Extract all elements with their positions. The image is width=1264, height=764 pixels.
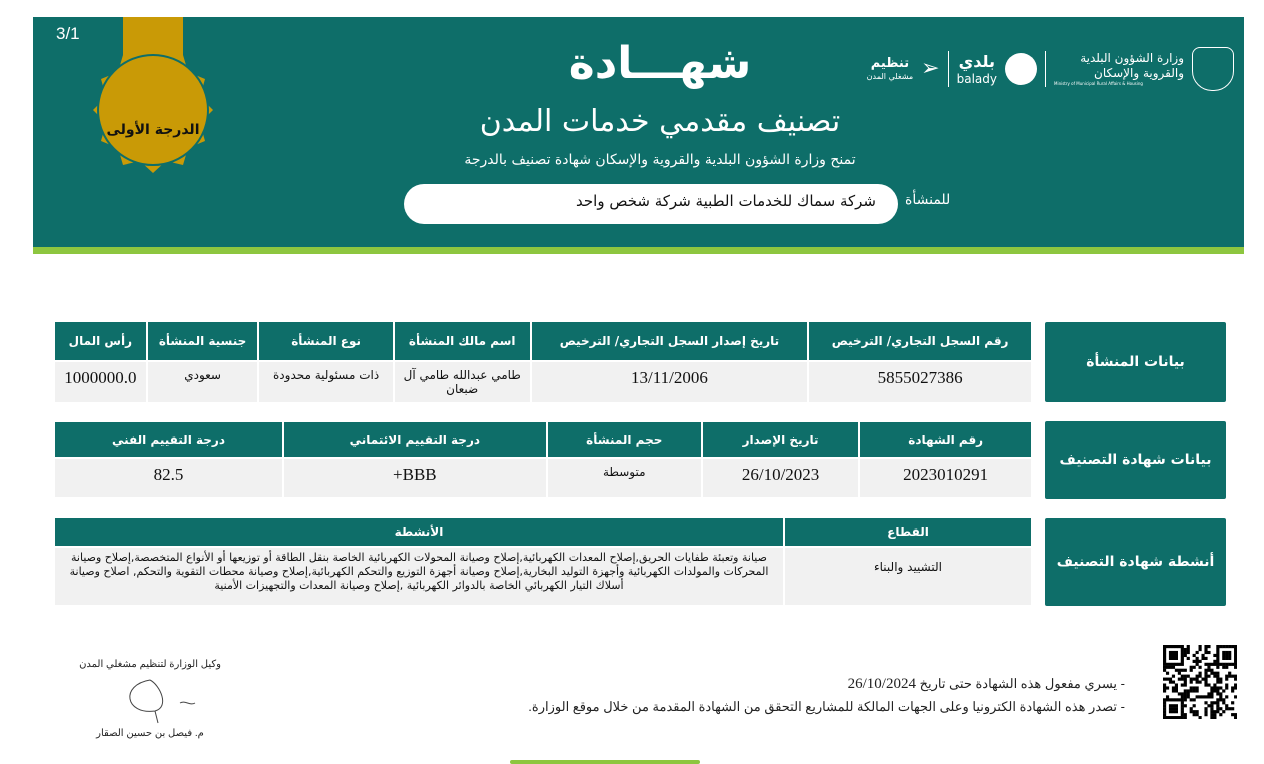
- ministry-logo-text: وزارة الشؤون البلدية والقروية والإسكان: [1080, 51, 1184, 80]
- palm-logo-icon: [1005, 53, 1037, 85]
- establishment-type: ذات مسئولية محدودة: [259, 362, 392, 402]
- signer-title: وكيل الوزارة لتنظيم مشغلي المدن: [79, 659, 221, 670]
- activities-list: صيانة وتعبئة طفايات الحريق,إصلاح المعدات الكهربائية,إصلاح وصيانة المحولات الكهربائية الخاصة بنقل الطاقة أو توزيعها أو الأنواع المتخصصة,إصلاح وصيانة المحركات والمولدات الكهربائية وأجهزة التوليد البخارية,إصلاح وصيانة أجهزة التوزيع والتحكم الكهربائية,إصلاح وصيانة محطات التقوية والتحكم, اصلاح وصيانة أسلاك التيار الكهربائي الخاصة بالدوائر الكهربائية ,إصلاح وصيانة المعدات والتجهيزات الأمنية: [55, 548, 783, 605]
- page-number: 3/1: [56, 24, 80, 43]
- col-credit-rating: درجة التقييم الائتماني: [284, 422, 546, 457]
- col-technical-rating: درجة التقييم الفني: [55, 422, 282, 457]
- saudi-emblem-icon: [1192, 47, 1234, 91]
- activities-section-label: أنشطة شهادة التصنيف: [1045, 518, 1226, 606]
- tanzeem-logo: تنظيم: [870, 56, 910, 71]
- signature: [110, 675, 220, 725]
- col-capital: رأس المال: [55, 322, 146, 360]
- signer-name: م. فيصل بن حسين الصقار: [96, 728, 204, 739]
- notice-text: - تصدر هذه الشهادة الكترونيا وعلى الجهات المالكة للمشاريع التحقق من الشهادة المقدمة من خلال موقع الوزارة.: [528, 699, 1125, 714]
- issue-date: 26/10/2023: [703, 459, 859, 497]
- validity-date: 26/10/2024: [847, 676, 916, 692]
- establishment-name: شركة سماك للخدمات الطبية شركة شخص واحد: [404, 184, 898, 224]
- balady-logo-en: balady: [956, 72, 997, 86]
- establishment-size: متوسطة: [548, 459, 701, 497]
- col-cr-number: رقم السجل التجاري/ الترخيص: [809, 322, 1031, 360]
- header-logos: [867, 44, 1234, 94]
- cr-date: 13/11/2006: [532, 362, 807, 402]
- grant-text: تمنح وزارة الشؤون البلدية والقروية والإسكان شهادة تصنيف بالدرجة: [464, 152, 856, 168]
- cert-number: 2023010291: [860, 459, 1031, 497]
- validity-label: - يسري مفعول هذه الشهادة حتى تاريخ: [919, 676, 1125, 691]
- bottom-accent: [510, 760, 700, 764]
- grade-label: الدرجة الأولى: [106, 122, 200, 138]
- cr-number: 5855027386: [809, 362, 1031, 402]
- activities-table: [53, 516, 1033, 607]
- logo-divider: [1045, 51, 1046, 87]
- capital: 1000000.0: [55, 362, 146, 402]
- establishment-table: [53, 320, 1033, 404]
- balady-logo-ar: بلدي: [958, 52, 996, 71]
- validity-text: [848, 676, 1125, 693]
- qr-code: [1163, 645, 1237, 719]
- grade-medal: [88, 17, 218, 217]
- technical-rating: 82.5: [55, 459, 282, 497]
- col-cr-date: تاريخ إصدار السجل التجاري/ الترخيص: [532, 322, 807, 360]
- certificate-table: [53, 420, 1033, 499]
- sector: التشييد والبناء: [785, 548, 1031, 605]
- tanzeem-logo-sub: مشغلي المدن: [866, 72, 914, 81]
- logo-divider: [948, 51, 949, 87]
- tanzeem-arrow-icon: ➢: [921, 56, 940, 81]
- col-cert-number: رقم الشهادة: [860, 422, 1031, 457]
- ministry-logo-en: Ministry of Municipal Rural Affairs & Housing: [1054, 81, 1143, 86]
- col-activities: الأنشطة: [55, 518, 783, 546]
- col-nationality: جنسية المنشأة: [148, 322, 258, 360]
- col-owner: اسم مالك المنشأة: [395, 322, 530, 360]
- col-sector: القطاع: [785, 518, 1031, 546]
- owner-name: طامي عبدالله طامي آل ضبعان: [395, 362, 530, 402]
- page-title: شهـــادة: [568, 38, 752, 89]
- header-accent-strip: [33, 247, 1244, 254]
- establishment-label: للمنشأة: [905, 192, 951, 208]
- credit-rating: BBB+: [284, 459, 546, 497]
- establishment-section-label: بيانات المنشأة: [1045, 322, 1226, 402]
- col-size: حجم المنشأة: [548, 422, 701, 457]
- certificate-subtitle: تصنيف مقدمي خدمات المدن: [479, 104, 841, 139]
- nationality: سعودي: [148, 362, 258, 402]
- col-issue-date: تاريخ الإصدار: [703, 422, 859, 457]
- col-type: نوع المنشأة: [259, 322, 392, 360]
- certificate-section-label: بيانات شهادة التصنيف: [1045, 421, 1226, 499]
